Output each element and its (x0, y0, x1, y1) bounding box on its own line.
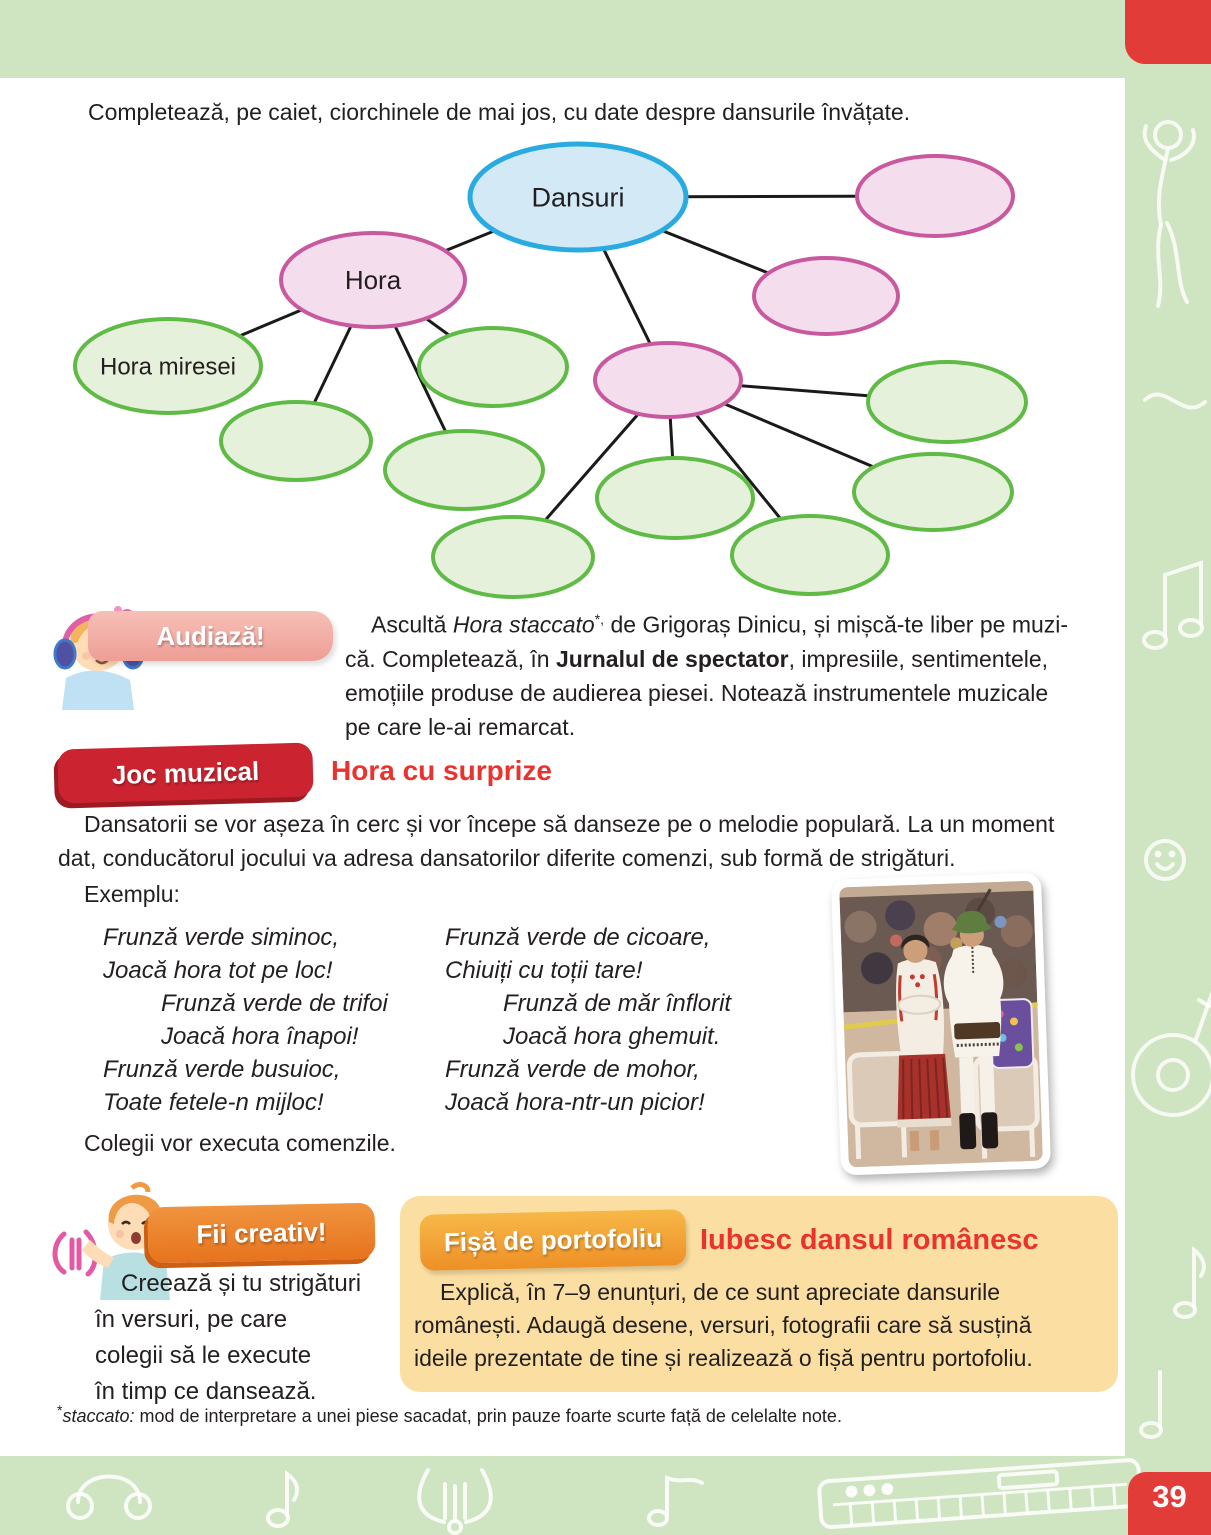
diagram-node-pink-center (595, 343, 741, 417)
game-title: Hora cu surprize (331, 755, 552, 786)
folk-dancers-photo (831, 872, 1051, 1175)
chapter-tab (1125, 0, 1211, 64)
fii-creativ-banner (147, 1203, 375, 1264)
game-description: Dansatorii se vor așeza în cerc și vor începe să danseze pe o melodie populară. La un moment dat, conducătorul jocului va adresa dansatorilor diferite comenzi, sub formă de strigături. (58, 811, 1055, 871)
diagram-node-pink-top-right (857, 156, 1013, 236)
portfolio-banner (419, 1209, 686, 1271)
fii-creativ-text: Creează și tu strigături în versuri, pe care colegii să le execute în timp ce dansează. (95, 1270, 362, 1405)
joc-muzical-banner-label: Joc muzical (111, 755, 260, 790)
intro-instruction: Completează, pe caiet, ciorchinele de mai jos, cu date despre dansurile învățate. (88, 99, 911, 125)
joc-muzical-banner (57, 742, 313, 803)
staccato-footnote: *staccato: mod de interpretare a unei piese sacadat, prin pauze foarte scurte față de celelalte note. (57, 1402, 842, 1426)
diagram-node-label-hora: Hora (344, 265, 402, 296)
diagram-node-label-hora-miresei: Hora miresei (99, 353, 237, 381)
diagram-node-green-1 (419, 328, 567, 406)
diagram-node-green-2 (221, 402, 371, 480)
verses-right-column: Frunză verde de cicoare, Chiuiți cu toții tare! Frunză de măr înflorit Joacă hora ghemuit. Frunză verde de mohor, Joacă hora-ntr-un picior! (445, 924, 732, 1116)
diagram-node-pink-mid-right (754, 258, 898, 334)
diagram-node-green-5 (854, 454, 1012, 530)
top-border-band (0, 0, 1211, 78)
portfolio-title: Iubesc dansul românesc (700, 1224, 1039, 1256)
audiaza-banner-label: Audiază! (156, 620, 265, 651)
diagram-node-green-6 (597, 458, 753, 538)
example-label: Exemplu: (84, 881, 180, 907)
portfolio-banner-label: Fișă de portofoliu (443, 1222, 663, 1257)
audiaza-banner (88, 611, 333, 661)
cluster-diagram (55, 135, 1115, 605)
diagram-node-label-dansuri: Dansuri (531, 182, 625, 213)
diagram-node-green-3 (385, 431, 543, 509)
page-number: 39 (1128, 1472, 1211, 1535)
diagram-node-green-8 (732, 516, 888, 594)
bottom-border-band (0, 1456, 1211, 1535)
verses-left-column: Frunză verde siminoc, Joacă hora tot pe loc! Frunză verde de trifoi Joacă hora înapoi! Frunză verde busuioc, Toate fetele-n mijloc! (103, 924, 388, 1116)
fii-creativ-banner-label: Fii creativ! (196, 1216, 327, 1249)
audiaza-paragraph: Ascultă Hora staccato*, de Grigoraș Dinicu, și mișcă-te liber pe muzi- că. Completează, în Jurnalul de spectator, impresiile, sentimentele, emoțiile produse de audierea piesei. Notează instrumentele muzicale pe care le-ai remarcat. (345, 611, 1069, 740)
portfolio-body: Explică, în 7–9 enunțuri, de ce sunt apreciate dansurile românești. Adaugă desene, versuri, fotografii care să susțină ideile prezentate de tine și realizează o fișă pentru portofoliu. (414, 1279, 1033, 1371)
closing-instruction: Colegii vor executa comenzile. (84, 1130, 396, 1156)
diagram-node-green-4 (868, 362, 1026, 442)
folk-dancers-photo-art (839, 881, 1043, 1168)
diagram-node-green-7 (433, 517, 593, 597)
right-border-band (1125, 0, 1211, 1535)
